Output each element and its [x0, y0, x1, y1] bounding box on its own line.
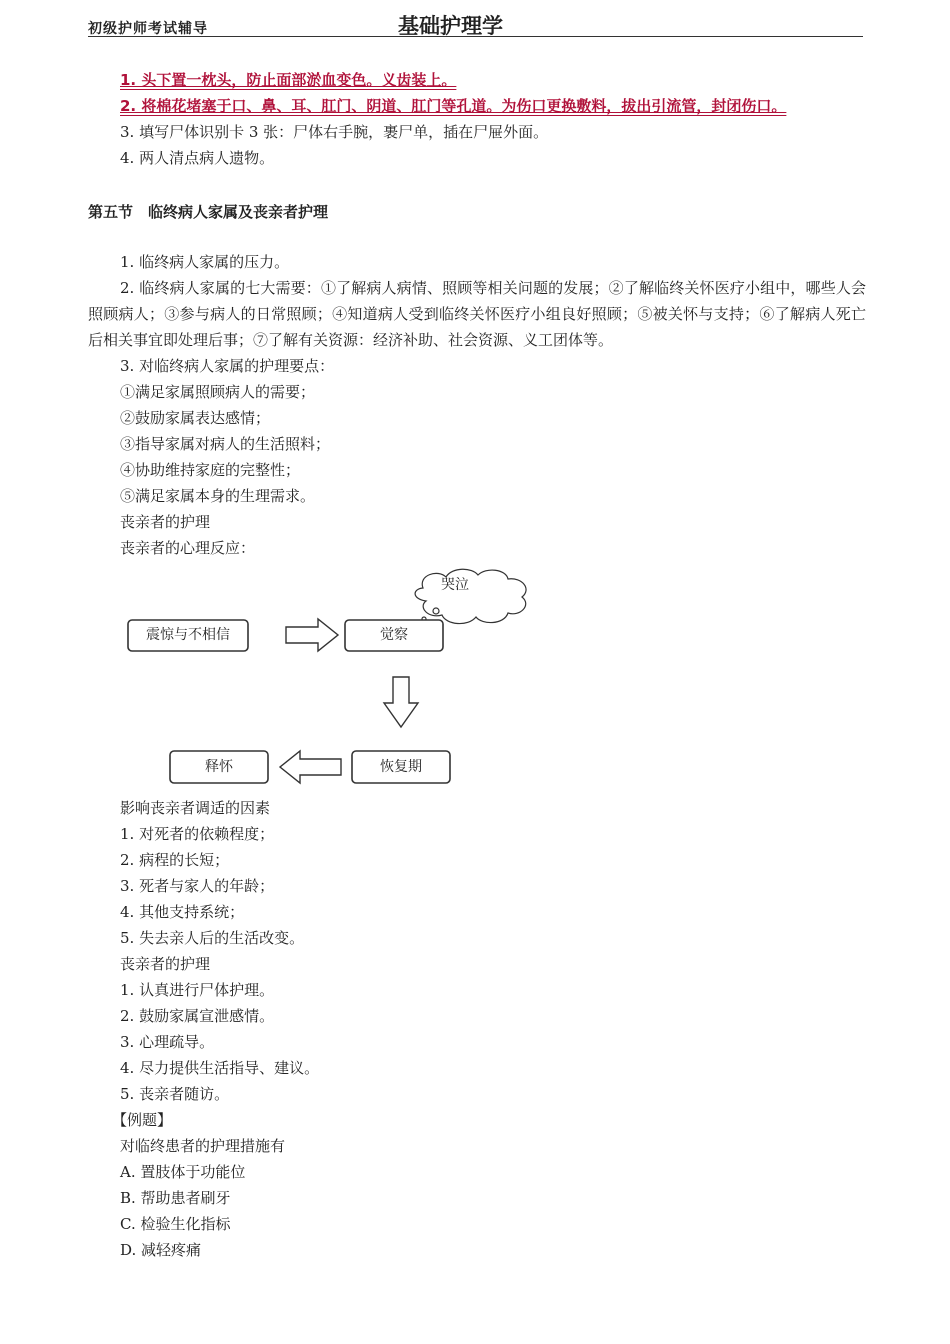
factor-item: 4. 其他支持系统；: [120, 903, 245, 921]
care-item: 3. 心理疏导。: [120, 1033, 215, 1051]
family-care-point: ③指导家属对病人的生活照料；: [120, 435, 331, 453]
factor-item: 5. 失去亲人后的生活改变。: [120, 929, 305, 947]
arrow-down-icon: [384, 677, 418, 727]
grief-stages-diagram: [120, 565, 540, 790]
page-header: [88, 8, 863, 37]
family-care-point: ⑤满足家属本身的生理需求。: [120, 487, 316, 505]
family-care-points-title: 3. 对临终病人家属的护理要点：: [120, 357, 335, 375]
intro-item-3: 3. 填写尸体识别卡 3 张：尸体右手腕，裹尸单，插在尸屉外面。: [120, 123, 549, 141]
example-tag: 【例题】: [112, 1111, 173, 1129]
example-option-b: B. 帮助患者刷牙: [120, 1189, 231, 1207]
intro-item-2: 2. 将棉花堵塞于口、鼻、耳、肛门、阴道、肛门等孔道。为伤口更换敷料，拔出引流管，封闭伤口。: [120, 97, 787, 115]
care-heading: 丧亲者的护理: [120, 955, 211, 973]
care-item: 4. 尽力提供生活指导、建议。: [120, 1059, 320, 1077]
bereaved-reaction-heading: 丧亲者的心理反应：: [120, 539, 256, 557]
example-question: 对临终患者的护理措施有: [120, 1137, 286, 1155]
factors-heading: 影响丧亲者调适的因素: [120, 799, 271, 817]
family-pressure: 1. 临终病人家属的压力。: [120, 253, 290, 271]
example-option-d: D. 减轻疼痛: [120, 1241, 202, 1259]
example-option-a: A. 置肢体于功能位: [120, 1163, 246, 1181]
factor-item: 1. 对死者的依赖程度；: [120, 825, 275, 843]
example-option-c: C. 检验生化指标: [120, 1215, 231, 1233]
family-needs: 2. 临终病人家属的七大需要：①了解病人病情、照顾等相关问题的发展；②了解临终关怀医疗小组中，哪些人会照顾病人；③参与病人的日常照顾；④知道病人受到临终关怀医疗小组良好照顾；⑤被关怀与支持；⑥了解病人死亡后相关事宜即处理后事；⑦了解有关资源：经济补助、社会资源、义工团体等。: [88, 279, 866, 349]
care-item: 5. 丧亲者随访。: [120, 1085, 230, 1103]
intro-item-4: 4. 两人清点病人遗物。: [120, 149, 275, 167]
family-care-point: ①满足家属照顾病人的需要；: [120, 383, 316, 401]
factor-item: 3. 死者与家人的年龄；: [120, 877, 275, 895]
thought-label-cry: 哭泣: [441, 577, 469, 593]
stage-label-relief: 释怀: [205, 759, 233, 775]
care-item: 2. 鼓励家属宣泄感情。: [120, 1007, 275, 1025]
header-center-title: 基础护理学: [398, 14, 503, 38]
family-care-point: ②鼓励家属表达感情；: [120, 409, 271, 427]
factor-item: 2. 病程的长短；: [120, 851, 230, 869]
care-item: 1. 认真进行尸体护理。: [120, 981, 275, 999]
stage-label-recover: 恢复期: [380, 759, 422, 775]
header-left-title: 初级护师考试辅导: [88, 21, 208, 37]
bereaved-care-heading: 丧亲者的护理: [120, 513, 211, 531]
stage-label-aware: 觉察: [380, 627, 408, 643]
stage-label-shock: 震惊与不相信: [146, 627, 230, 643]
intro-item-1: 1. 头下置一枕头，防止面部淤血变色。义齿装上。: [120, 71, 457, 89]
family-care-point: ④协助维持家庭的完整性；: [120, 461, 301, 479]
arrow-right-icon: [286, 619, 338, 651]
section-title: 第五节 临终病人家属及丧亲者护理: [88, 203, 329, 221]
arrow-left-icon: [280, 751, 341, 783]
